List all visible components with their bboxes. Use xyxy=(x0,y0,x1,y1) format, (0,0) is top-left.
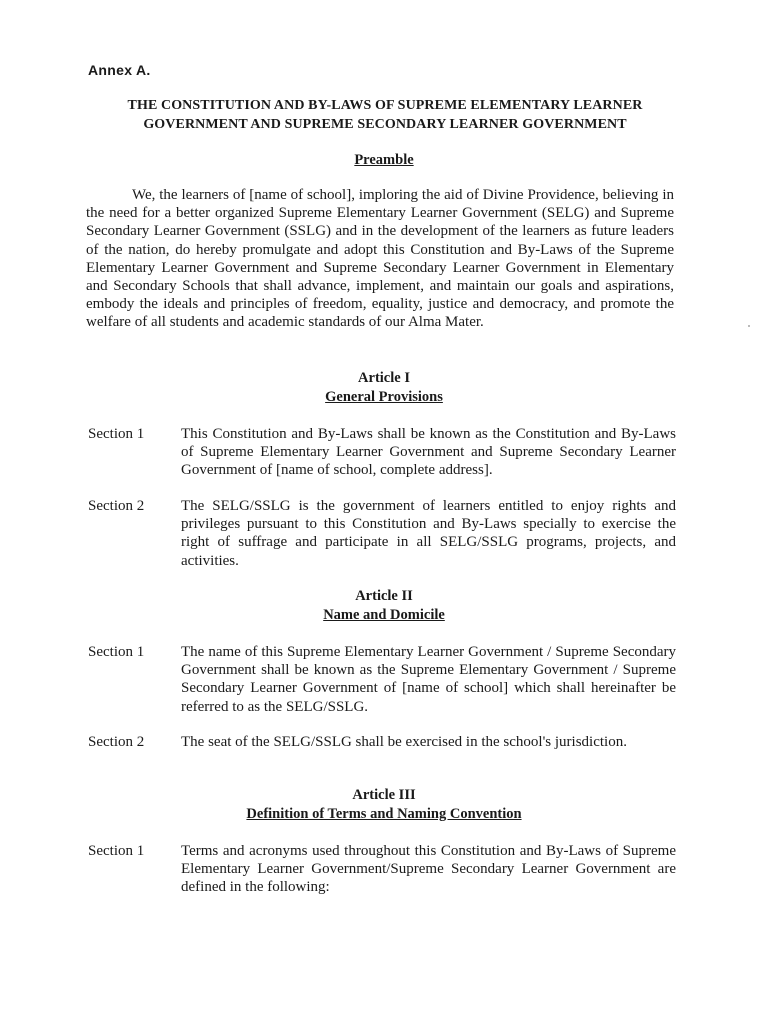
section-text: Terms and acronyms used throughout this Constitution and By-Laws of Supreme Elementary Learner Government/Supreme Secondary Learner Government are defined in the following: xyxy=(181,843,676,896)
section-label: Section 2 xyxy=(88,498,145,514)
title-line-1: THE CONSTITUTION AND BY-LAWS OF SUPREME ELEMENTARY LEARNER xyxy=(127,98,643,113)
article-3-number: Article III xyxy=(352,787,416,803)
section-text: The SELG/SSLG is the government of learners entitled to enjoy rights and privileges pursuant to this Constitution and By-Laws specially to exercise the right of suffrage and participate in all SELG/SSLG programs, projects, and activities. xyxy=(181,498,676,569)
section-label: Section 1 xyxy=(88,644,145,660)
section-label: Section 2 xyxy=(88,734,145,750)
section-text: The seat of the SELG/SSLG shall be exercised in the school's jurisdiction. xyxy=(181,734,627,750)
preamble-paragraph: We, the learners of [name of school], imploring the aid of Divine Providence, believing in the need for a better organized Supreme Elementary Learner Government (SELG) and Supreme Secondary Learner Government (SSLG) and in the development of the learners as future leaders of the nation, do hereby promulgate and adopt this Constitution and By-Laws of the Supreme Elementary Learner Government and Supreme Secondary Learner Government in Elementary and Secondary Schools that shall advance, implement, and maintain our goals and aspirations, embody the ideals and principles of freedom, equality, justice and democracy, and promote the welfare of all students and academic standards of our Alma Mater. xyxy=(86,187,674,331)
article-1-title: General Provisions xyxy=(325,389,443,405)
section-text: The name of this Supreme Elementary Learner Government / Supreme Secondary Government shall be known as the Supreme Elementary Government / Supreme Secondary Learner Government of [name of school] which shall hereinafter be referred to as the SELG/SSLG. xyxy=(181,644,676,715)
article-2-title: Name and Domicile xyxy=(323,607,445,623)
section-text: This Constitution and By-Laws shall be known as the Constitution and By-Laws of Supreme Elementary Learner Government and Supreme Secondary Learner Government of [name of school, complete address]. xyxy=(181,426,676,479)
section-label: Section 1 xyxy=(88,843,145,859)
article-1-heading xyxy=(0,369,768,407)
annex-label: Annex A. xyxy=(88,62,151,78)
article-3-heading xyxy=(0,786,768,824)
article-2-heading xyxy=(0,587,768,625)
scan-speck xyxy=(748,325,750,327)
article-3-title: Definition of Terms and Naming Convention xyxy=(246,806,522,822)
article-1-number: Article I xyxy=(358,370,410,386)
title-line-2: GOVERNMENT AND SUPREME SECONDARY LEARNER GOVERNMENT xyxy=(143,117,627,132)
article-2-number: Article II xyxy=(355,588,413,604)
document-title xyxy=(60,96,710,134)
section-label: Section 1 xyxy=(88,426,145,442)
preamble-heading: Preamble xyxy=(354,152,414,168)
